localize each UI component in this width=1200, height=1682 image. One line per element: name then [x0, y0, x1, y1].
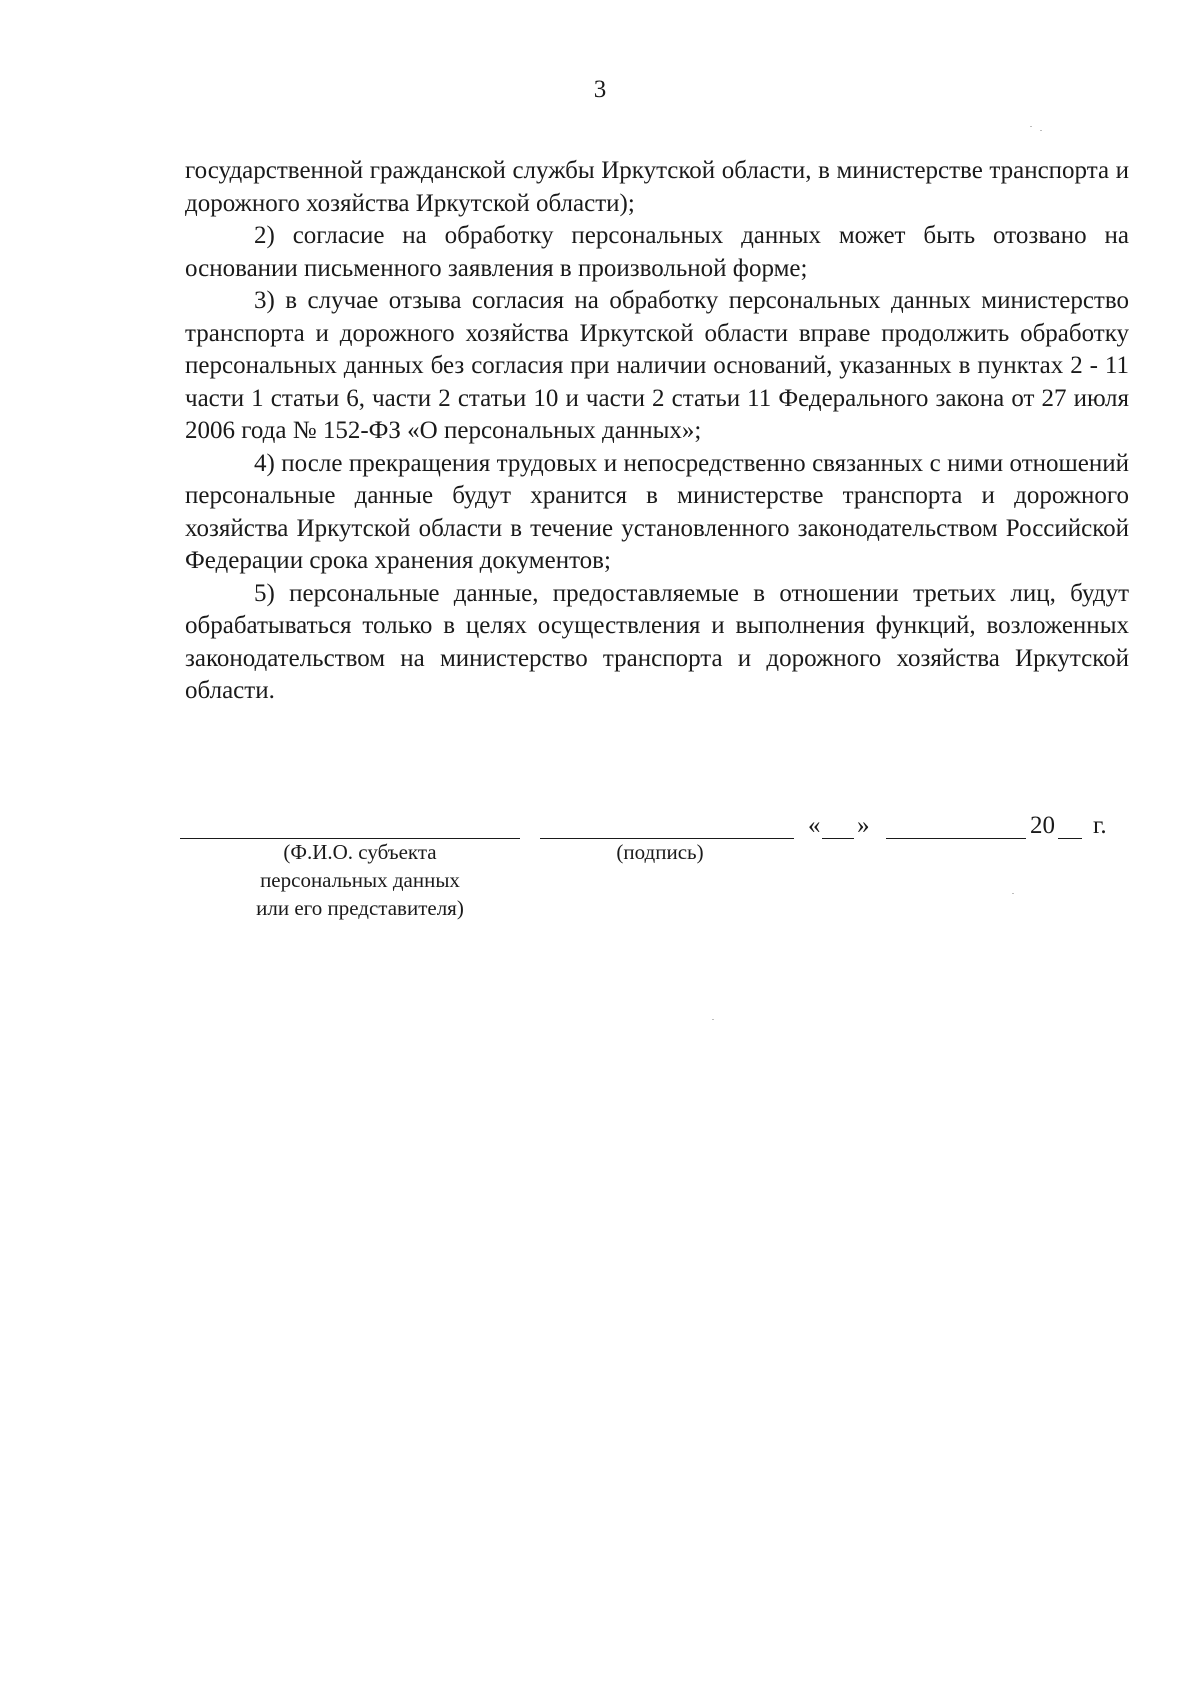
date-year-prefix: 20 [1030, 812, 1055, 839]
date-day-line [822, 838, 854, 839]
paragraph-item-5: 5) персональные данные, предоставляемые в отношении третьих лиц, будут обрабатываться только в целях осуществления и выполнения функций, возложенных законодательством на министерство транспорта и дорожного хозяйства Иркутской области. [185, 579, 1129, 704]
paragraph-item-2: 2) согласие на обработку персональных данных может быть отозвано на основании письменного заявления в произвольной форме; [185, 222, 1129, 282]
paragraph-continuation: государственной гражданской службы Иркутской области, в министерстве транспорта и дорожного хозяйства Иркутской области); [185, 157, 1129, 217]
scan-speck [1040, 130, 1042, 131]
name-caption-line-1: (Ф.И.О. субъекта [283, 840, 437, 864]
date-year-suffix: г. [1093, 812, 1107, 839]
paragraph-item-4: 4) после прекращения трудовых и непосредственно связанных с ними отношений персональные данные будут хранится в министерстве транспорта и дорожного хозяйства Иркутской области в течение установленного законодательством Российской Федерации срока хранения документов; [185, 449, 1129, 574]
signature-caption: (подпись) [616, 840, 704, 864]
scan-speck [1030, 126, 1032, 127]
date-open-quote: « [808, 812, 821, 839]
scan-speck [712, 1019, 714, 1020]
page-number: 3 [593, 76, 607, 103]
scan-speck [1012, 893, 1014, 894]
name-caption-line-2: персональных данных [260, 868, 460, 892]
paragraph-item-3: 3) в случае отзыва согласия на обработку персональных данных министерство транспорта и дорожного хозяйства Иркутской области вправе продолжить обработку персональных данных без согласия при наличии оснований, указанных в пунктах 2 - 11 части 1 статьи 6, части 2 статьи 10 и части 2 статьи 11 Федерального закона от 27 июля 2006 года № 152-ФЗ «О персональных данных»; [185, 287, 1129, 444]
date-year-line [1058, 838, 1082, 839]
name-caption [220, 838, 500, 922]
document-body [185, 155, 1129, 708]
date-close-quote: » [857, 812, 870, 839]
name-caption-line-3: или его представителя) [256, 896, 464, 920]
date-month-line [886, 838, 1026, 839]
